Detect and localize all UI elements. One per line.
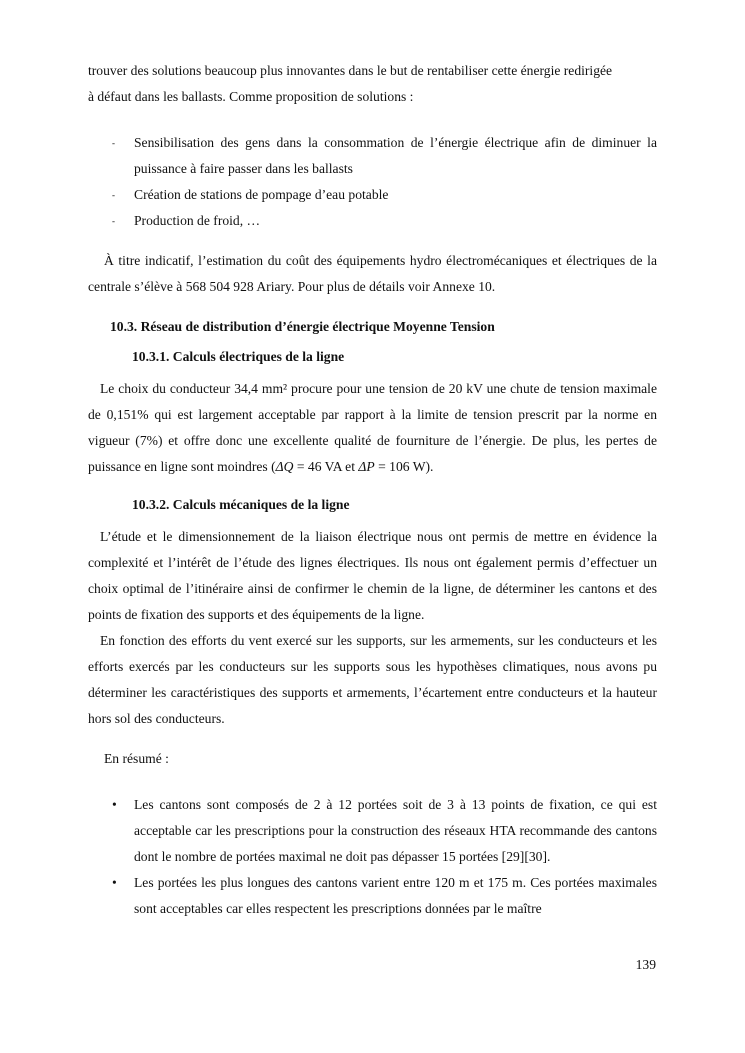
solutions-list [88, 130, 657, 234]
list-item [88, 182, 657, 208]
section-heading-10-3-1: 10.3.1. Calculs électriques de la ligne [132, 349, 345, 364]
list-item-text: Production de froid, … [134, 213, 261, 228]
dash-marker: - [112, 190, 115, 200]
list-item [88, 792, 657, 870]
page-number: 139 [635, 957, 656, 972]
section-heading-10-3: 10.3. Réseau de distribution d’énergie électrique Moyenne Tension [110, 319, 495, 334]
cost-paragraph: À titre indicatif, l’estimation du coût des équipements hydro électromécaniques et électriques de la centrale s’élève à 568 504 928 Ariary. Pour plus de détails voir Annexe 10. [88, 253, 657, 294]
dash-marker: - [112, 138, 115, 148]
list-item-text: Les portées les plus longues des cantons varient entre 120 m et 175 m. Ces portées maximales sont acceptables car elles respectent les prescriptions données par le maître [134, 875, 657, 916]
delta-p-value: = 106 W). [374, 459, 434, 474]
intro-line-2: à défaut dans les ballasts. Comme proposition de solutions : [88, 89, 414, 104]
paragraph-text: Le choix du conducteur 34,4 mm² procure pour une tension de 20 kV une chute de tension maximale de 0,151% qui est largement acceptable par rapport à la limite de tension prescrit par la norme en vigueur (7%) et offre donc une excellente qualité de fourniture de l’énergie. De plus, les pertes de puissance en ligne sont moindres ( [88, 381, 657, 474]
bullet-marker: • [112, 797, 117, 812]
intro-paragraph [88, 58, 657, 110]
section-heading-10-3-2: 10.3.2. Calculs mécaniques de la ligne [132, 497, 350, 512]
list-item [88, 870, 657, 922]
list-item-text: Création de stations de pompage d’eau potable [134, 187, 389, 202]
list-item [88, 130, 657, 182]
electrical-calculations-paragraph [88, 376, 657, 480]
intro-line-1: trouver des solutions beaucoup plus innovantes dans le but de rentabiliser cette énergie redirigée [88, 63, 613, 78]
delta-q-value: = 46 VA et [293, 459, 359, 474]
bullet-marker: • [112, 875, 117, 890]
list-item [88, 208, 657, 234]
mechanical-study-paragraph: L’étude et le dimensionnement de la liaison électrique nous ont permis de mettre en évidence la complexité et l’intérêt de l’étude des lignes électriques. Ils nous ont également permis d’effectuer un choix optimal de l’itinéraire ainsi de confirmer le chemin de la ligne, de déterminer les cantons et des points de fixation des supports et des équipements de la ligne. [88, 529, 657, 622]
wind-efforts-paragraph: En fonction des efforts du vent exercé sur les supports, sur les armements, sur les conducteurs et les efforts exercés par les conducteurs sur les supports sous les hypothèses climatiques, nous avons pu déterminer les caractéristiques des supports et armements, l’écartement entre conducteurs et la hauteur hors sol des conducteurs. [88, 633, 657, 726]
summary-label: En résumé : [104, 751, 169, 766]
dash-marker: - [112, 216, 115, 226]
delta-p-symbol: ΔP [358, 459, 375, 474]
summary-list [88, 792, 657, 922]
list-item-text: Sensibilisation des gens dans la consommation de l’énergie électrique afin de diminuer la puissance à faire passer dans les ballasts [134, 135, 657, 176]
delta-q-symbol: ΔQ [275, 459, 294, 474]
list-item-text: Les cantons sont composés de 2 à 12 portées soit de 3 à 13 points de fixation, ce qui est acceptable car les prescriptions pour la construction des réseaux HTA recommande des cantons dont le nombre de portées maximal ne doit pas dépasser 15 portées [29][30]. [134, 797, 657, 864]
